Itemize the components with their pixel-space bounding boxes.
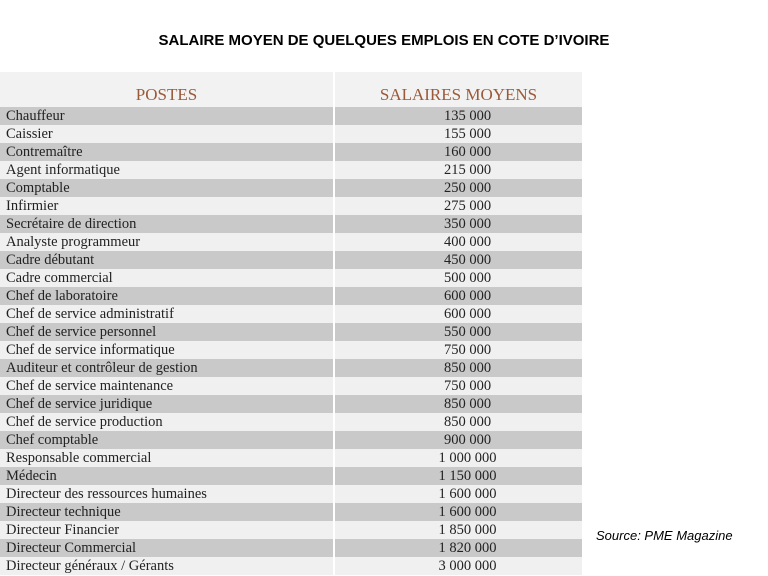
poste-cell: Chef de service maintenance	[0, 377, 335, 395]
table-row	[0, 377, 582, 395]
table-body	[0, 107, 582, 575]
table-row	[0, 251, 582, 269]
salaire-cell: 250 000	[443, 180, 492, 196]
salaire-cell: 1 000 000	[438, 450, 497, 466]
table-row	[0, 557, 582, 575]
table-row	[0, 539, 582, 557]
table-row	[0, 233, 582, 251]
salaire-cell: 1 850 000	[438, 522, 497, 538]
poste-cell: Cadre débutant	[0, 251, 335, 269]
table-row	[0, 341, 582, 359]
salary-table	[0, 72, 582, 575]
salaire-cell: 275 000	[443, 198, 492, 214]
table-row	[0, 467, 582, 485]
salaire-cell: 750 000	[443, 342, 492, 358]
table-row	[0, 485, 582, 503]
table-row	[0, 197, 582, 215]
poste-cell: Médecin	[0, 467, 335, 485]
poste-cell: Analyste programmeur	[0, 233, 335, 251]
salaire-cell: 400 000	[443, 234, 492, 250]
salaire-cell: 1 600 000	[438, 486, 497, 502]
salaire-cell: 215 000	[443, 162, 492, 178]
poste-cell: Directeur Commercial	[0, 539, 335, 557]
salaire-cell: 600 000	[443, 288, 492, 304]
table-row	[0, 287, 582, 305]
poste-cell: Chef de service personnel	[0, 323, 335, 341]
table-row	[0, 521, 582, 539]
poste-cell: Secrétaire de direction	[0, 215, 335, 233]
table-row	[0, 305, 582, 323]
salaire-cell: 750 000	[443, 378, 492, 394]
table-header	[0, 72, 582, 107]
salaire-cell: 850 000	[443, 414, 492, 430]
poste-cell: Chef de service administratif	[0, 305, 335, 323]
table-row	[0, 143, 582, 161]
poste-cell: Chef de laboratoire	[0, 287, 335, 305]
table-row	[0, 395, 582, 413]
header-salaires: SALAIRES MOYENS	[379, 85, 538, 104]
poste-cell: Infirmier	[0, 197, 335, 215]
salaire-cell: 350 000	[443, 216, 492, 232]
poste-cell: Auditeur et contrôleur de gestion	[0, 359, 335, 377]
table-row	[0, 125, 582, 143]
poste-cell: Directeur technique	[0, 503, 335, 521]
salaire-cell: 1 600 000	[438, 504, 497, 520]
salaire-cell: 900 000	[443, 432, 492, 448]
salaire-cell: 600 000	[443, 306, 492, 322]
table-row	[0, 215, 582, 233]
table-row	[0, 269, 582, 287]
page-title: SALAIRE MOYEN DE QUELQUES EMPLOIS EN COTE D’IVOIRE	[158, 32, 610, 49]
salaire-cell: 500 000	[443, 270, 492, 286]
poste-cell: Directeur généraux / Gérants	[0, 557, 335, 575]
table-row	[0, 161, 582, 179]
poste-cell: Chauffeur	[0, 107, 335, 125]
salaire-cell: 450 000	[443, 252, 492, 268]
poste-cell: Agent informatique	[0, 161, 335, 179]
salaire-cell: 850 000	[443, 360, 492, 376]
poste-cell: Chef de service juridique	[0, 395, 335, 413]
poste-cell: Directeur Financier	[0, 521, 335, 539]
header-postes: POSTES	[0, 72, 335, 107]
salaire-cell: 1 150 000	[438, 468, 497, 484]
table-row	[0, 323, 582, 341]
table-row	[0, 431, 582, 449]
table-row	[0, 359, 582, 377]
salaire-cell: 160 000	[443, 144, 492, 160]
poste-cell: Directeur des ressources humaines	[0, 485, 335, 503]
poste-cell: Caissier	[0, 125, 335, 143]
poste-cell: Chef comptable	[0, 431, 335, 449]
poste-cell: Chef de service informatique	[0, 341, 335, 359]
poste-cell: Chef de service production	[0, 413, 335, 431]
salaire-cell: 135 000	[443, 108, 492, 124]
table-row	[0, 107, 582, 125]
salaire-cell: 3 000 000	[438, 558, 497, 574]
table-row	[0, 449, 582, 467]
table-row	[0, 179, 582, 197]
table-row	[0, 503, 582, 521]
source-note: Source: PME Magazine	[596, 528, 733, 543]
poste-cell: Contremaître	[0, 143, 335, 161]
salaire-cell: 850 000	[443, 396, 492, 412]
salaire-cell: 1 820 000	[438, 540, 497, 556]
poste-cell: Responsable commercial	[0, 449, 335, 467]
salaire-cell: 550 000	[443, 324, 492, 340]
poste-cell: Comptable	[0, 179, 335, 197]
salaire-cell: 155 000	[443, 126, 492, 142]
table-row	[0, 413, 582, 431]
poste-cell: Cadre commercial	[0, 269, 335, 287]
